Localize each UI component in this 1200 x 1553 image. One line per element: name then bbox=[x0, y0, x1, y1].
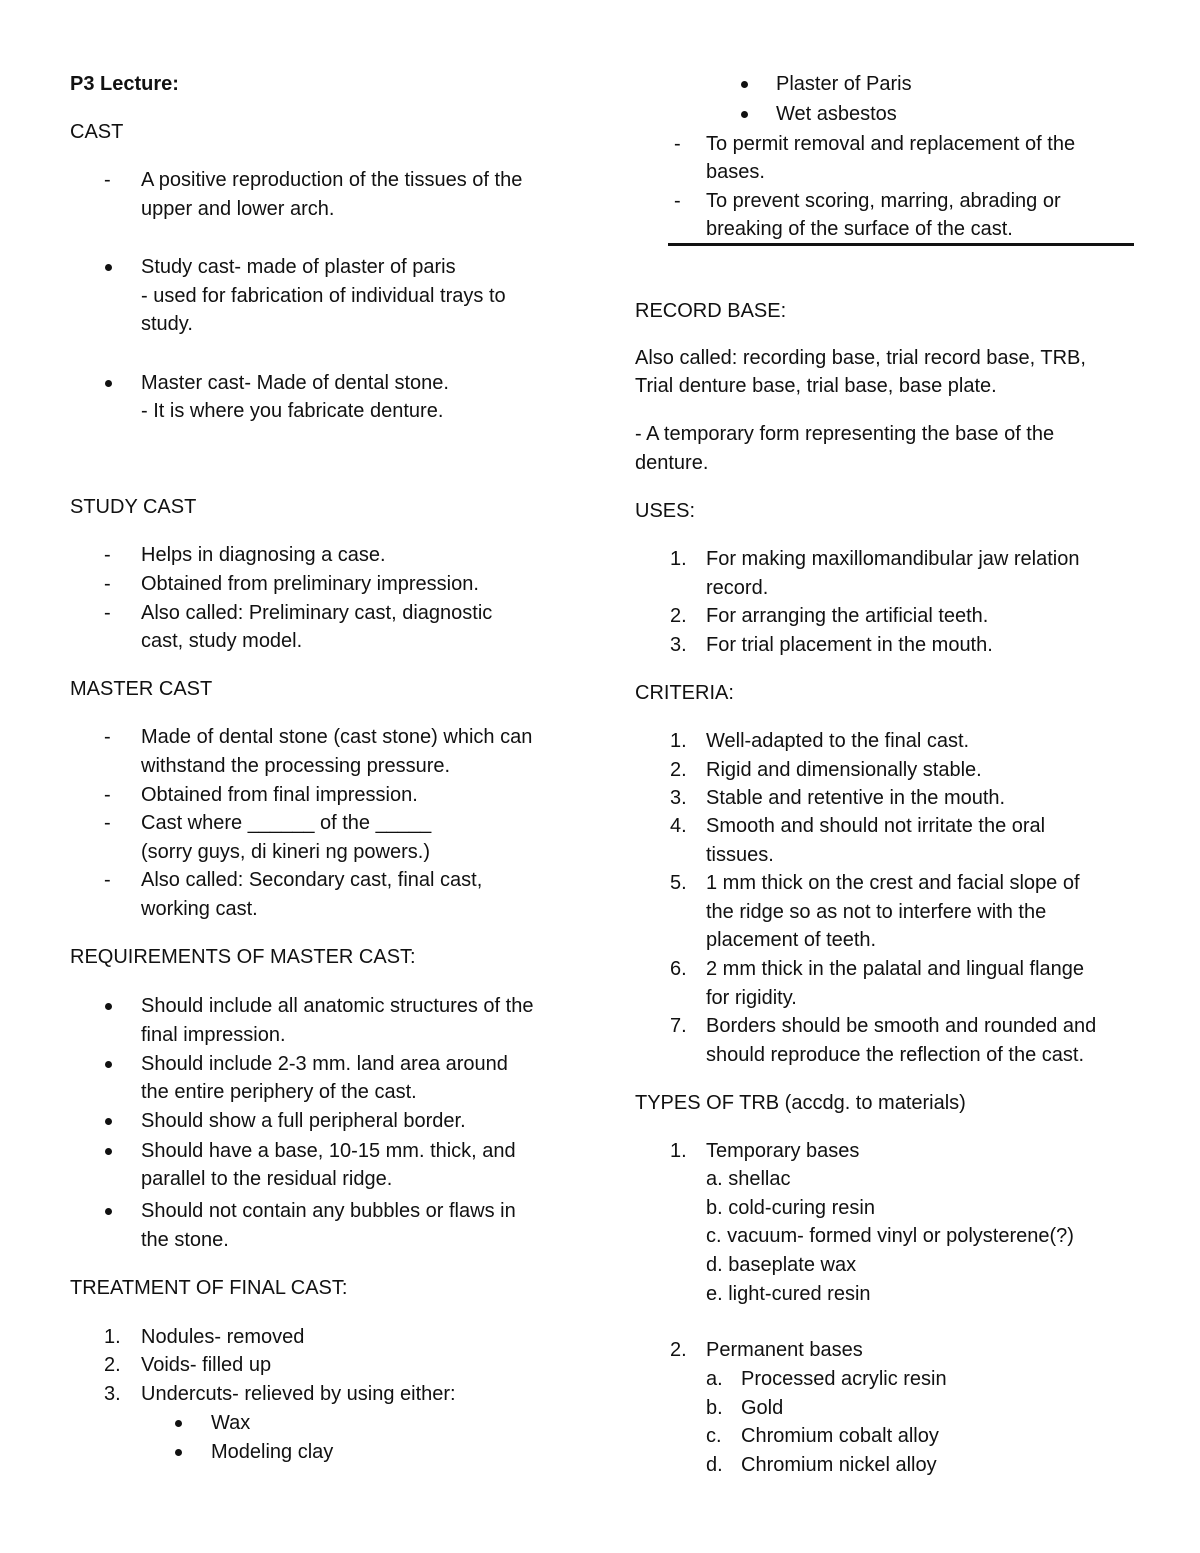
list-number: 7. bbox=[670, 1015, 687, 1037]
permanent-base-item: Processed acrylic resin bbox=[741, 1368, 947, 1390]
cast-definition-line: upper and lower arch. bbox=[141, 198, 335, 220]
cast-heading: CAST bbox=[70, 121, 124, 143]
dash-marker: - bbox=[104, 869, 111, 891]
study-cast-heading: STUDY CAST bbox=[70, 496, 197, 518]
treatment-subitem: Wax bbox=[211, 1412, 251, 1434]
requirement-item: Should include 2-3 mm. land area around bbox=[141, 1053, 508, 1075]
list-number: 1. bbox=[670, 730, 687, 752]
bullet-marker bbox=[175, 1420, 182, 1427]
criteria-heading: CRITERIA: bbox=[635, 682, 734, 704]
bullet-marker bbox=[175, 1449, 182, 1456]
master-cast-item: withstand the processing pressure. bbox=[141, 755, 451, 777]
permanent-base-item: Chromium nickel alloy bbox=[741, 1454, 937, 1476]
list-number: 1. bbox=[104, 1326, 121, 1348]
list-number: 6. bbox=[670, 958, 687, 980]
criteria-item: Borders should be smooth and rounded and bbox=[706, 1015, 1097, 1037]
criteria-item: for rigidity. bbox=[706, 987, 797, 1009]
list-letter: c. bbox=[706, 1425, 722, 1447]
requirement-item: Should have a base, 10-15 mm. thick, and bbox=[141, 1140, 516, 1162]
list-number: 2. bbox=[670, 605, 687, 627]
list-number: 3. bbox=[670, 787, 687, 809]
list-number: 3. bbox=[104, 1383, 121, 1405]
criteria-item: placement of teeth. bbox=[706, 929, 877, 951]
bullet-marker bbox=[105, 1003, 112, 1010]
requirement-item: the entire periphery of the cast. bbox=[141, 1081, 417, 1103]
master-cast-note: - It is where you fabricate denture. bbox=[141, 400, 444, 422]
list-number: 4. bbox=[670, 815, 687, 837]
cast-definition-line: A positive reproduction of the tissues of the bbox=[141, 169, 523, 191]
bullet-marker bbox=[741, 81, 748, 88]
record-base-also-called: Also called: recording base, trial record base, TRB, bbox=[635, 347, 1086, 369]
master-cast-item: Obtained from final impression. bbox=[141, 784, 418, 806]
page-title: P3 Lecture: bbox=[70, 73, 179, 95]
list-number: 2. bbox=[104, 1354, 121, 1376]
criteria-item: tissues. bbox=[706, 844, 774, 866]
list-number: 2. bbox=[670, 759, 687, 781]
criteria-item: Well-adapted to the final cast. bbox=[706, 730, 970, 752]
treatment-purpose: To permit removal and replacement of the bbox=[706, 133, 1076, 155]
treatment-item: Nodules- removed bbox=[141, 1326, 305, 1348]
master-cast-item: Made of dental stone (cast stone) which can bbox=[141, 726, 533, 748]
bullet-marker bbox=[741, 111, 748, 118]
master-cast-heading: MASTER CAST bbox=[70, 678, 213, 700]
permanent-base-item: Gold bbox=[741, 1397, 784, 1419]
master-cast-item: (sorry guys, di kineri ng powers.) bbox=[141, 841, 430, 863]
criteria-item: Stable and retentive in the mouth. bbox=[706, 787, 1006, 809]
list-number: 1. bbox=[670, 1140, 687, 1162]
undercut-material: Wet asbestos bbox=[776, 103, 897, 125]
study-cast-note: Study cast- made of plaster of paris bbox=[141, 256, 456, 278]
requirements-heading: REQUIREMENTS OF MASTER CAST: bbox=[70, 946, 416, 968]
criteria-item: Smooth and should not irritate the oral bbox=[706, 815, 1046, 837]
treatment-subitem: Modeling clay bbox=[211, 1441, 334, 1463]
record-base-definition: - A temporary form representing the base of the bbox=[635, 423, 1055, 445]
types-heading: TYPES OF TRB (accdg. to materials) bbox=[635, 1092, 966, 1114]
uses-heading: USES: bbox=[635, 500, 696, 522]
criteria-item: Rigid and dimensionally stable. bbox=[706, 759, 982, 781]
use-item: For arranging the artificial teeth. bbox=[706, 605, 989, 627]
requirement-item: parallel to the residual ridge. bbox=[141, 1168, 393, 1190]
section-divider bbox=[668, 243, 1134, 246]
dash-marker: - bbox=[104, 602, 111, 624]
dash-marker: - bbox=[104, 544, 111, 566]
dash-marker: - bbox=[104, 784, 111, 806]
permanent-base-item: Chromium cobalt alloy bbox=[741, 1425, 939, 1447]
study-cast-item: Also called: Preliminary cast, diagnostic bbox=[141, 602, 493, 624]
requirement-item: Should include all anatomic structures of the bbox=[141, 995, 534, 1017]
treatment-purpose: To prevent scoring, marring, abrading or bbox=[706, 190, 1061, 212]
treatment-purpose: breaking of the surface of the cast. bbox=[706, 218, 1013, 240]
requirement-item: Should not contain any bubbles or flaws in bbox=[141, 1200, 516, 1222]
use-item: For trial placement in the mouth. bbox=[706, 634, 993, 656]
dash-marker: - bbox=[674, 133, 681, 155]
list-number: 5. bbox=[670, 872, 687, 894]
bullet-marker bbox=[105, 264, 112, 271]
bullet-marker bbox=[105, 1118, 112, 1125]
temporary-base-item: e. light-cured resin bbox=[706, 1283, 871, 1305]
record-base-heading: RECORD BASE: bbox=[635, 300, 787, 322]
dash-marker: - bbox=[104, 573, 111, 595]
master-cast-note: Master cast- Made of dental stone. bbox=[141, 372, 449, 394]
temporary-base-item: a. shellac bbox=[706, 1168, 791, 1190]
permanent-bases-label: Permanent bases bbox=[706, 1339, 863, 1361]
list-number: 3. bbox=[670, 634, 687, 656]
use-item: For making maxillomandibular jaw relation bbox=[706, 548, 1080, 570]
dash-marker: - bbox=[104, 812, 111, 834]
requirement-item: the stone. bbox=[141, 1229, 229, 1251]
temporary-base-item: c. vacuum- formed vinyl or polysterene(?) bbox=[706, 1225, 1074, 1247]
bullet-marker bbox=[105, 380, 112, 387]
study-cast-note: study. bbox=[141, 313, 193, 335]
treatment-purpose: bases. bbox=[706, 161, 765, 183]
temporary-base-item: d. baseplate wax bbox=[706, 1254, 857, 1276]
treatment-item: Undercuts- relieved by using either: bbox=[141, 1383, 456, 1405]
treatment-item: Voids- filled up bbox=[141, 1354, 272, 1376]
list-letter: b. bbox=[706, 1397, 723, 1419]
undercut-material: Plaster of Paris bbox=[776, 73, 912, 95]
temporary-base-item: b. cold-curing resin bbox=[706, 1197, 875, 1219]
bullet-marker bbox=[105, 1148, 112, 1155]
temporary-bases-label: Temporary bases bbox=[706, 1140, 860, 1162]
criteria-item: 2 mm thick in the palatal and lingual flange bbox=[706, 958, 1085, 980]
study-cast-item: Obtained from preliminary impression. bbox=[141, 573, 479, 595]
record-base-definition: denture. bbox=[635, 452, 709, 474]
bullet-marker bbox=[105, 1061, 112, 1068]
list-letter: a. bbox=[706, 1368, 723, 1390]
treatment-heading: TREATMENT OF FINAL CAST: bbox=[70, 1277, 348, 1299]
master-cast-item: Also called: Secondary cast, final cast, bbox=[141, 869, 483, 891]
dash-marker: - bbox=[104, 726, 111, 748]
criteria-item: 1 mm thick on the crest and facial slope of bbox=[706, 872, 1080, 894]
study-cast-item: Helps in diagnosing a case. bbox=[141, 544, 386, 566]
requirement-item: Should show a full peripheral border. bbox=[141, 1110, 466, 1132]
study-cast-note: - used for fabrication of individual trays to bbox=[141, 285, 506, 307]
list-number: 2. bbox=[670, 1339, 687, 1361]
list-letter: d. bbox=[706, 1454, 723, 1476]
list-number: 1. bbox=[670, 548, 687, 570]
study-cast-item: cast, study model. bbox=[141, 630, 303, 652]
master-cast-item: working cast. bbox=[141, 898, 258, 920]
dash-marker: - bbox=[104, 169, 111, 191]
criteria-item: should reproduce the reflection of the cast. bbox=[706, 1044, 1085, 1066]
requirement-item: final impression. bbox=[141, 1024, 286, 1046]
master-cast-item: Cast where ______ of the _____ bbox=[141, 812, 432, 834]
criteria-item: the ridge so as not to interfere with the bbox=[706, 901, 1047, 923]
bullet-marker bbox=[105, 1208, 112, 1215]
record-base-also-called: Trial denture base, trial base, base plate. bbox=[635, 375, 997, 397]
dash-marker: - bbox=[674, 190, 681, 212]
use-item: record. bbox=[706, 577, 769, 599]
